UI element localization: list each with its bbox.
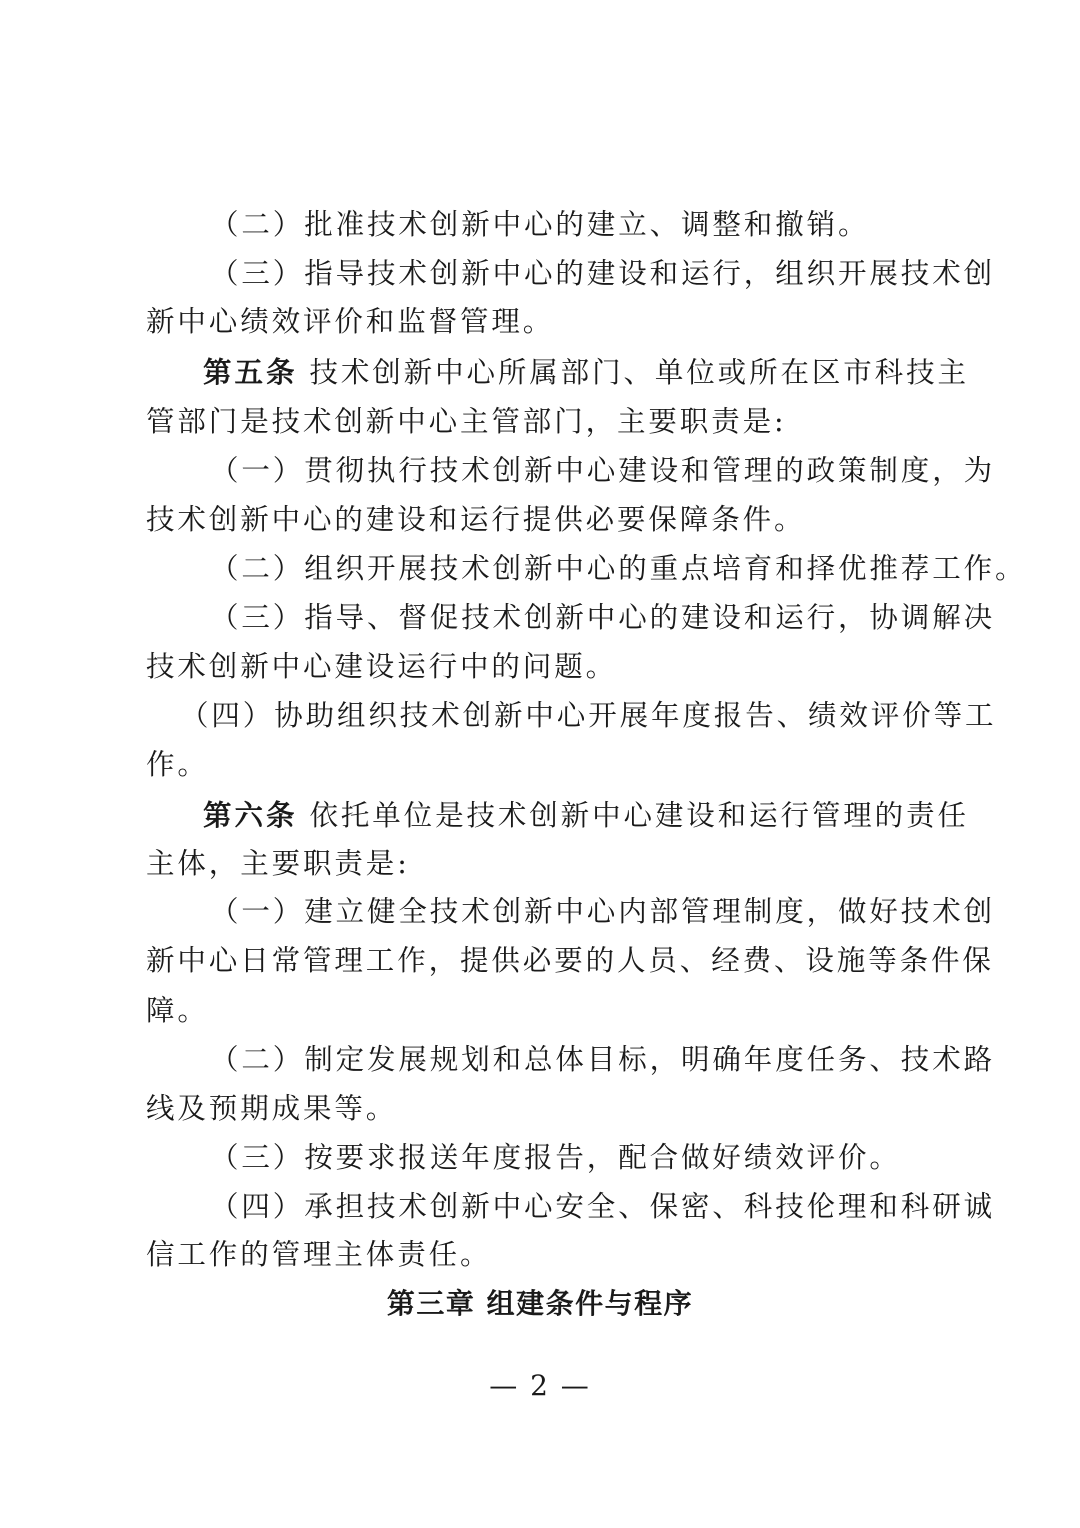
paragraph-line: （四）承担技术创新中心安全、保密、科技伦理和科研诚 — [210, 1190, 996, 1223]
paragraph-line: （一）建立健全技术创新中心内部管理制度，做好技术创 — [210, 895, 996, 928]
paragraph-line: （三）指导技术创新中心的建设和运行，组织开展技术创 — [210, 257, 996, 290]
paragraph-line: （二）组织开展技术创新中心的重点培育和择优推荐工作。 — [210, 552, 1027, 585]
paragraph-text: 技术创新中心所属部门、单位或所在区市科技主 — [309, 356, 969, 389]
paragraph-line: 技术创新中心建设运行中的问题。 — [146, 650, 618, 683]
paragraph-line: （一）贯彻执行技术创新中心建设和管理的政策制度，为 — [210, 454, 996, 487]
page-number: — 2 — — [489, 1369, 591, 1402]
paragraph-line: （四）协助组织技术创新中心开展年度报告、绩效评价等工 — [180, 699, 997, 732]
paragraph-line: （二）制定发展规划和总体目标，明确年度任务、技术路 — [210, 1043, 996, 1076]
article-5-first-line — [203, 346, 969, 398]
paragraph-line: 线及预期成果等。 — [146, 1092, 398, 1125]
paragraph-line: 障。 — [146, 994, 209, 1027]
paragraph-line: 主体，主要职责是: — [146, 847, 410, 880]
paragraph-line: （三）按要求报送年度报告，配合做好绩效评价。 — [210, 1141, 901, 1174]
article-5-heading: 第五条 — [203, 355, 298, 389]
paragraph-text: 依托单位是技术创新中心建设和运行管理的责任 — [309, 799, 969, 832]
article-6-heading: 第六条 — [203, 798, 298, 832]
paragraph-line: 新中心日常管理工作，提供必要的人员、经费、设施等条件保 — [146, 944, 994, 977]
paragraph-line: （三）指导、督促技术创新中心的建设和运行，协调解决 — [210, 601, 996, 634]
paragraph-line: 技术创新中心的建设和运行提供必要保障条件。 — [146, 503, 806, 536]
paragraph-line: 作。 — [146, 748, 209, 781]
chapter-title: 第三章 组建条件与程序 — [386, 1287, 694, 1320]
paragraph-line: （二）批准技术创新中心的建立、调整和撤销。 — [210, 208, 870, 241]
paragraph-line: 管部门是技术创新中心主管部门，主要职责是: — [146, 405, 787, 438]
paragraph-line: 新中心绩效评价和监督管理。 — [146, 305, 555, 338]
paragraph-line: 信工作的管理主体责任。 — [146, 1238, 492, 1271]
article-6-first-line — [203, 789, 969, 841]
